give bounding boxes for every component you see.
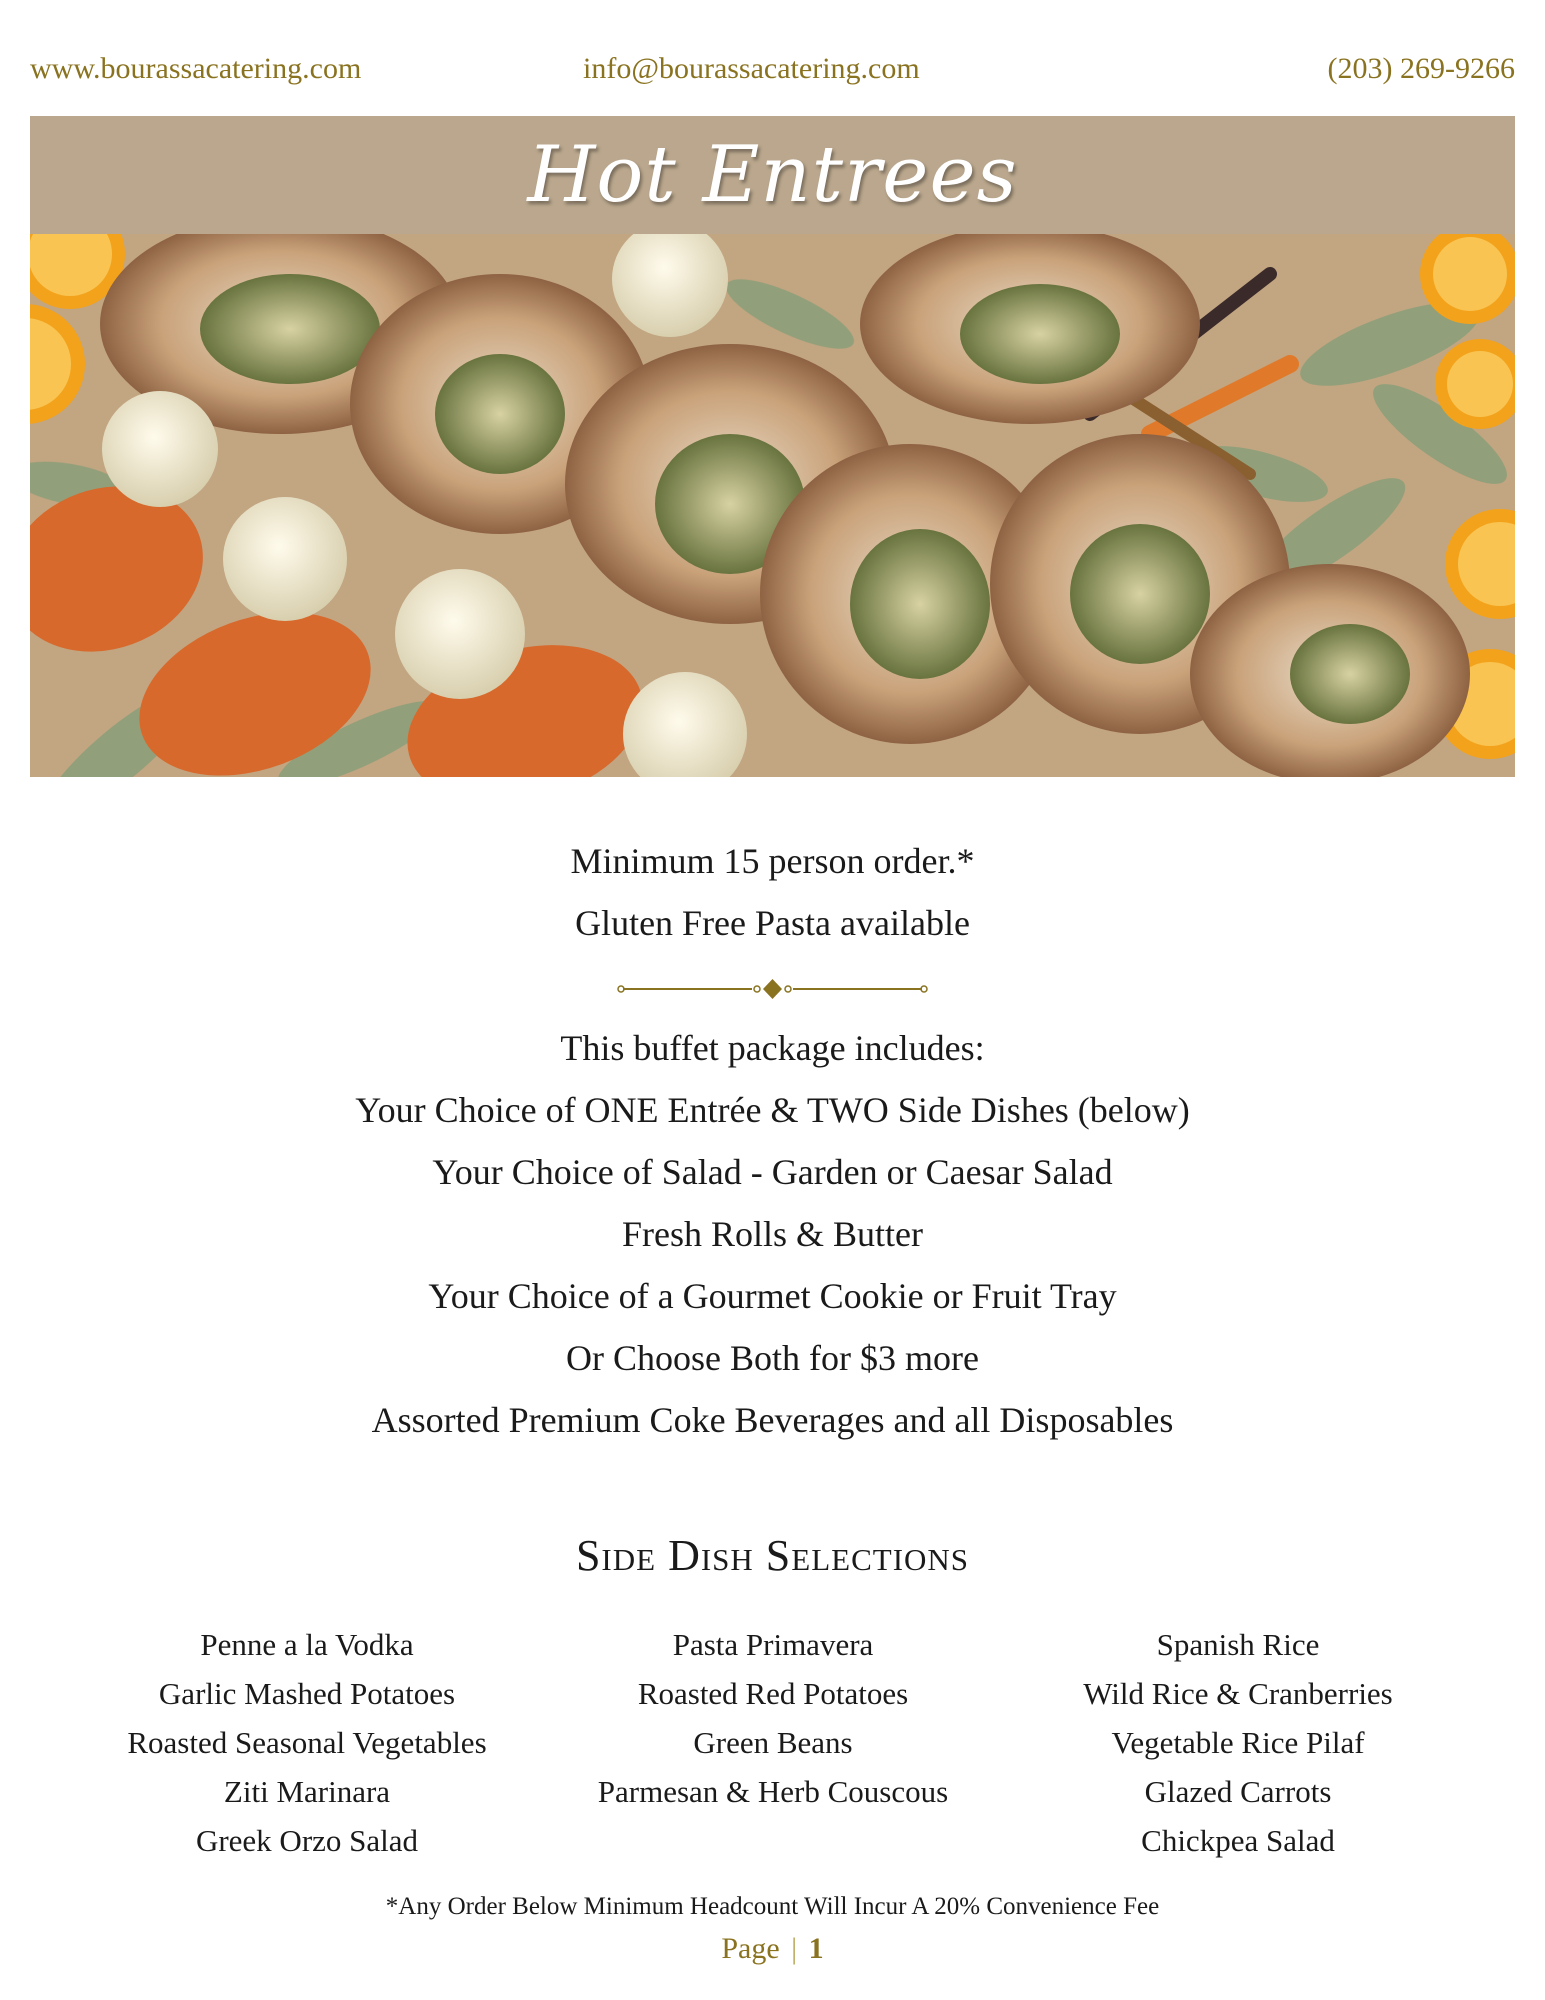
side-dish-column-1 [77, 1620, 537, 1865]
contact-header [30, 44, 1515, 94]
package-item: Or Choose Both for $3 more [566, 1338, 979, 1378]
page-number [0, 1932, 1545, 1966]
package-item: Your Choice of a Gourmet Cookie or Fruit Tray [428, 1276, 1117, 1316]
side-dish-column-2 [543, 1620, 1003, 1816]
page-title: Hot Entrees [527, 130, 1018, 220]
phone-number[interactable]: (203) 269-9266 [1327, 52, 1515, 85]
side-dish-item: Roasted Seasonal Vegetables [127, 1725, 487, 1760]
side-dish-item: Vegetable Rice Pilaf [1111, 1725, 1365, 1760]
package-item: Your Choice of Salad - Garden or Caesar Salad [432, 1152, 1113, 1192]
package-item: Your Choice of ONE Entrée & TWO Side Dishes (below) [355, 1090, 1190, 1130]
email-link[interactable]: info@bourassacatering.com [583, 52, 920, 85]
hero-food-photo [30, 234, 1515, 777]
side-dish-item: Parmesan & Herb Couscous [597, 1774, 949, 1809]
side-dish-item: Penne a la Vodka [200, 1627, 414, 1662]
side-dish-item: Chickpea Salad [1141, 1823, 1335, 1858]
package-includes [0, 1017, 1545, 1451]
side-dish-heading: Side Dish Selections [575, 1531, 970, 1580]
side-dish-item: Wild Rice & Cranberries [1083, 1676, 1393, 1711]
side-dish-item: Spanish Rice [1156, 1627, 1320, 1662]
package-heading: This buffet package includes: [560, 1028, 985, 1068]
page-separator: | [791, 1932, 798, 1965]
gluten-free-text: Gluten Free Pasta available [575, 903, 970, 943]
package-item: Assorted Premium Coke Beverages and all Disposables [371, 1400, 1174, 1440]
side-dish-item: Glazed Carrots [1144, 1774, 1332, 1809]
side-dish-item: Roasted Red Potatoes [637, 1676, 909, 1711]
footnote: *Any Order Below Minimum Headcount Will Incur A 20% Convenience Fee [385, 1893, 1160, 1920]
page-label: Page [721, 1932, 780, 1965]
divider-ornament-icon [617, 976, 928, 1002]
side-dish-item: Ziti Marinara [223, 1774, 391, 1809]
side-dish-item: Pasta Primavera [672, 1627, 874, 1662]
minimum-order-text: Minimum 15 person order.* [570, 841, 975, 881]
stuffed-pork-platter-image [30, 234, 1515, 777]
title-banner [30, 116, 1515, 234]
page-number-value: 1 [808, 1932, 824, 1965]
website-link[interactable]: www.bourassacatering.com [30, 52, 362, 85]
package-item: Fresh Rolls & Butter [621, 1214, 923, 1254]
order-notes [0, 830, 1545, 954]
side-dish-item: Green Beans [693, 1725, 853, 1760]
side-dish-column-3 [1008, 1620, 1468, 1865]
side-dish-item: Garlic Mashed Potatoes [158, 1676, 456, 1711]
side-dish-item: Greek Orzo Salad [195, 1823, 419, 1858]
